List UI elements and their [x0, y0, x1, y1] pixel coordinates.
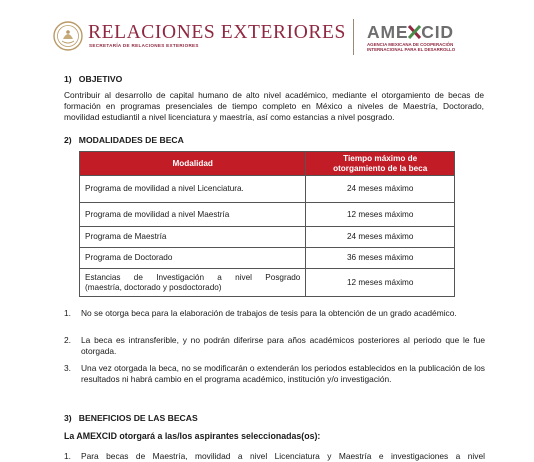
section-objetivo-body: Contribuir al desarrollo de capital humano de alto nivel académico, mediante el otorgamiento de becas de formación en programas presenciales de tiempo completo en México a niveles de Maestría, Doctorado, movilidad estudiantil a nivel licenciatura y maestría, así como estancias a nivel posgrado.	[64, 90, 484, 122]
table-header-tiempo-line-2: otorgamiento de la beca	[333, 163, 428, 173]
list-item-number: 1.	[64, 451, 71, 461]
table-cell-modalidad: Programa de Doctorado	[80, 248, 306, 269]
agency-subtitle-line-2: INTERNACIONAL PARA EL DESARROLLO	[367, 47, 456, 53]
section-beneficios-subheading: La AMEXCID otorgará a las/los aspirantes seleccionadas(os):	[64, 431, 321, 441]
agency-logo-x-icon	[408, 23, 421, 37]
list-item-text: La beca es intransferible, y no podrán diferirse para años académicos posteriores al periodo que le fue otorgada.	[81, 335, 485, 356]
list-item-text: Para becas de Maestría, movilidad a nivel Licenciatura y Maestría e investigaciones a nivel	[81, 451, 485, 461]
table-header-row	[80, 152, 455, 176]
table-row	[80, 269, 455, 297]
ministry-title: RELACIONES EXTERIORES	[88, 22, 346, 43]
table-header-tiempo-line-1: Tiempo máximo de	[343, 154, 418, 163]
list-item-text: Una vez otorgada la beca, no se modificarán o extenderán los periodos establecidos en la publicación de los resultados ni habrá cambio en el programa académico, institución y/o investigación.	[81, 363, 485, 384]
list-item-number: 2.	[64, 335, 71, 345]
table-header-tiempo	[306, 152, 455, 176]
table-cell-modalidad	[80, 269, 306, 297]
table-cell-modalidad: Programa de Maestría	[80, 227, 306, 248]
table-cell-tiempo: 24 meses máximo	[306, 176, 455, 203]
list-item-number: 1.	[64, 308, 71, 318]
agency-subtitle-line-1: AGENCIA MEXICANA DE COOPERACIÓN	[367, 42, 454, 47]
table-row	[80, 248, 455, 269]
table-cell-tiempo: 36 meses máximo	[306, 248, 455, 269]
table-cell-modalidad-line-2: (maestría, doctorado y posdoctorado)	[85, 282, 222, 292]
document-header	[0, 0, 534, 66]
table-row	[80, 176, 455, 203]
table-row	[80, 203, 455, 227]
ministry-subtitle: SECRETARÍA DE RELACIONES EXTERIORES	[89, 43, 199, 48]
table-cell-tiempo: 12 meses máximo	[306, 269, 455, 297]
table-cell-modalidad-line-1: Estancias de Investigación a nivel Posgrado	[85, 272, 301, 282]
table-cell-modalidad: Programa de movilidad a nivel Maestría	[80, 203, 306, 227]
table-cell-tiempo: 24 meses máximo	[306, 227, 455, 248]
table-cell-tiempo: 12 meses máximo	[306, 203, 455, 227]
agency-logo-suffix: CID	[421, 22, 454, 42]
list-item-text: No se otorga beca para la elaboración de trabajos de tesis para la obtención de un grado académico.	[81, 308, 457, 318]
agency-logo-prefix: AME	[367, 22, 409, 42]
agency-logo	[367, 22, 454, 43]
section-modalidades-heading: 2) MODALIDADES DE BECA	[64, 135, 184, 145]
section-objetivo-heading: 1) OBJETIVO	[64, 74, 123, 84]
table-header-modalidad: Modalidad	[80, 152, 306, 176]
list-item-number: 3.	[64, 363, 71, 373]
table-cell-modalidad: Programa de movilidad a nivel Licenciatura.	[80, 176, 306, 203]
table-row	[80, 227, 455, 248]
national-seal-icon	[53, 21, 83, 51]
modalidades-table	[79, 151, 455, 297]
section-beneficios-heading: 3) BENEFICIOS DE LAS BECAS	[64, 413, 198, 423]
agency-subtitle	[367, 42, 455, 53]
header-divider	[353, 19, 354, 55]
